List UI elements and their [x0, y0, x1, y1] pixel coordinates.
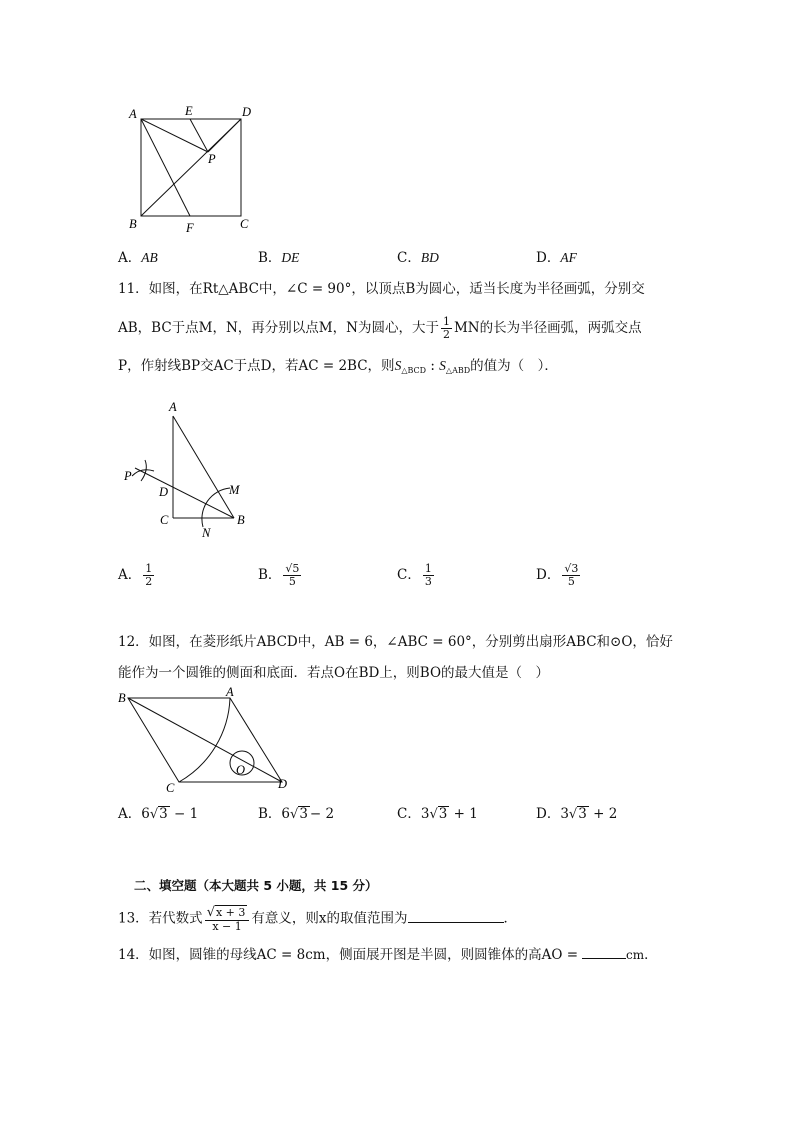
q11-line-3-text-a: P，作射线BP交AC于点D，若AC = 2BC，则: [118, 358, 395, 374]
q13-line: [118, 905, 517, 933]
option-key: B．: [258, 806, 282, 822]
area-symbol: S: [394, 358, 402, 373]
figure-q10-square: [120, 100, 270, 240]
radical-sign-icon: √: [429, 807, 438, 822]
option-key: D．: [536, 250, 561, 266]
option-key: B．: [258, 250, 282, 266]
label-d: D: [159, 485, 169, 499]
area-subscript: △ABD: [445, 366, 471, 375]
radical-sign-icon: √: [568, 807, 578, 822]
option-tail: − 1: [169, 806, 199, 822]
fraction-denominator: 5: [288, 575, 296, 588]
fraction-denominator: 2: [145, 575, 153, 588]
fraction-one-half: [441, 316, 452, 341]
q11-line-3: [118, 356, 558, 381]
area-symbol: S: [439, 358, 446, 373]
fraction-numerator: √3: [564, 562, 579, 575]
fraction-numerator: 1: [424, 562, 432, 575]
label-c: C: [240, 217, 249, 231]
ratio-sign: :: [426, 358, 440, 374]
option-fraction: [283, 563, 301, 588]
figure-q11-triangle: [118, 396, 268, 544]
radicand: x + 3: [215, 906, 246, 919]
q13-text-pre: 13．若代数式: [118, 910, 203, 927]
radicand: 3: [159, 806, 168, 822]
q11-line-2-text-a: AB，BC于点M，N，再分别以点M，N为圆心，大于: [118, 320, 439, 336]
q12-line-1: 12．如图，在菱形纸片ABCD中，AB = 6，∠ABC = 60°，分别剪出扇形ABC和⊙O，恰好: [118, 634, 673, 650]
figure-q12-rhombus: [112, 684, 312, 798]
q13-fraction: [205, 905, 250, 933]
q13-text-post: 有意义，则x的取值范围为: [251, 910, 408, 927]
q10-option-d: [536, 248, 577, 268]
label-c: C: [166, 781, 175, 795]
fraction-denominator: 5: [567, 575, 575, 588]
label-b: B: [237, 513, 245, 527]
q14-line: [118, 944, 658, 965]
option-key: C．: [397, 567, 421, 583]
q13-end: ．: [503, 910, 518, 927]
option-coefficient: 3: [560, 806, 569, 822]
answer-blank[interactable]: [408, 908, 504, 923]
label-m: M: [229, 483, 240, 497]
option-key: A．: [118, 806, 142, 822]
q12-option-a: [118, 804, 198, 825]
option-tail: + 2: [588, 806, 618, 822]
label-d: D: [242, 105, 252, 119]
q14-unit: cm: [626, 948, 645, 962]
q11-line-2: [118, 316, 642, 341]
option-key: C．: [397, 806, 421, 822]
option-key: A．: [118, 250, 142, 266]
q11-option-a: [118, 563, 156, 588]
label-p: P: [208, 152, 216, 166]
label-b: B: [118, 691, 126, 705]
q12-line-2: 能作为一个圆锥的侧面和底面．若点O在BD上，则BO的最大值是（ ）: [118, 665, 550, 681]
radicand: 3: [299, 806, 308, 822]
label-n: N: [202, 526, 211, 540]
fraction-numerator: 1: [145, 562, 153, 575]
label-p: P: [124, 469, 132, 483]
fraction-denominator: 3: [424, 575, 432, 588]
q10-option-c: [397, 248, 439, 268]
option-tail: − 2: [309, 806, 335, 822]
q11-line-1: 11．如图，在Rt△ABC中，∠C = 90°，以顶点B为圆心，适当长度为半径画弧，分别交: [118, 281, 645, 297]
fraction-denominator: x − 1: [212, 920, 242, 933]
label-f: F: [186, 221, 194, 235]
option-fraction: [562, 563, 580, 588]
label-c: C: [160, 513, 169, 527]
q10-option-b: [258, 248, 299, 268]
option-coefficient: 3: [420, 806, 430, 822]
option-coefficient: 6: [281, 806, 291, 822]
radical-sign-icon: √: [206, 905, 215, 920]
option-key: D．: [536, 806, 561, 822]
answer-blank[interactable]: [582, 944, 626, 959]
label-b: B: [129, 217, 137, 231]
q14-end: ．: [644, 947, 658, 963]
q12-option-b: [258, 804, 334, 825]
radical-sign-icon: √: [290, 807, 299, 822]
label-o: O: [236, 763, 246, 777]
q10-option-a: [118, 248, 158, 268]
radical-sign-icon: √: [149, 807, 159, 822]
radicand: 3: [438, 806, 448, 822]
fraction-numerator: 1: [442, 315, 450, 328]
fraction-numerator: √5: [285, 562, 300, 575]
option-key: A．: [118, 567, 142, 583]
q11-line-2-text-b: MN的长为半径画弧，两弧交点: [453, 320, 642, 336]
radicand: 3: [578, 806, 587, 822]
option-value: AB: [141, 250, 158, 265]
option-tail: + 1: [449, 806, 478, 822]
label-a: A: [169, 400, 177, 414]
q14-text: 14．如图，圆锥的母线AC = 8cm，侧面展开图是半圆，则圆锥体的高AO =: [118, 947, 579, 963]
area-subscript: △BCD: [401, 366, 427, 375]
option-fraction: [143, 563, 154, 588]
option-value: AF: [560, 250, 577, 265]
fraction-denominator: 2: [442, 328, 450, 341]
section-heading-fill-in: 二、填空题（本大题共 5 小题，共 15 分）: [134, 878, 378, 893]
label-d: D: [278, 777, 288, 791]
q11-option-d: [536, 563, 582, 588]
q11-option-c: [397, 563, 436, 588]
option-value: DE: [281, 250, 300, 265]
option-value: BD: [420, 250, 439, 265]
option-coefficient: 6: [141, 806, 150, 822]
option-fraction: [423, 563, 434, 588]
label-a: A: [129, 107, 137, 121]
q11-option-b: [258, 563, 303, 588]
q12-option-d: [536, 804, 617, 825]
option-key: B．: [258, 567, 282, 583]
q12-option-c: [397, 804, 478, 825]
fraction-numerator: [205, 905, 250, 921]
option-key: D．: [536, 567, 561, 583]
label-a: A: [226, 685, 234, 699]
label-e: E: [185, 104, 193, 118]
option-key: C．: [397, 250, 421, 266]
q11-line-3-text-b: 的值为（ ）．: [470, 358, 558, 374]
